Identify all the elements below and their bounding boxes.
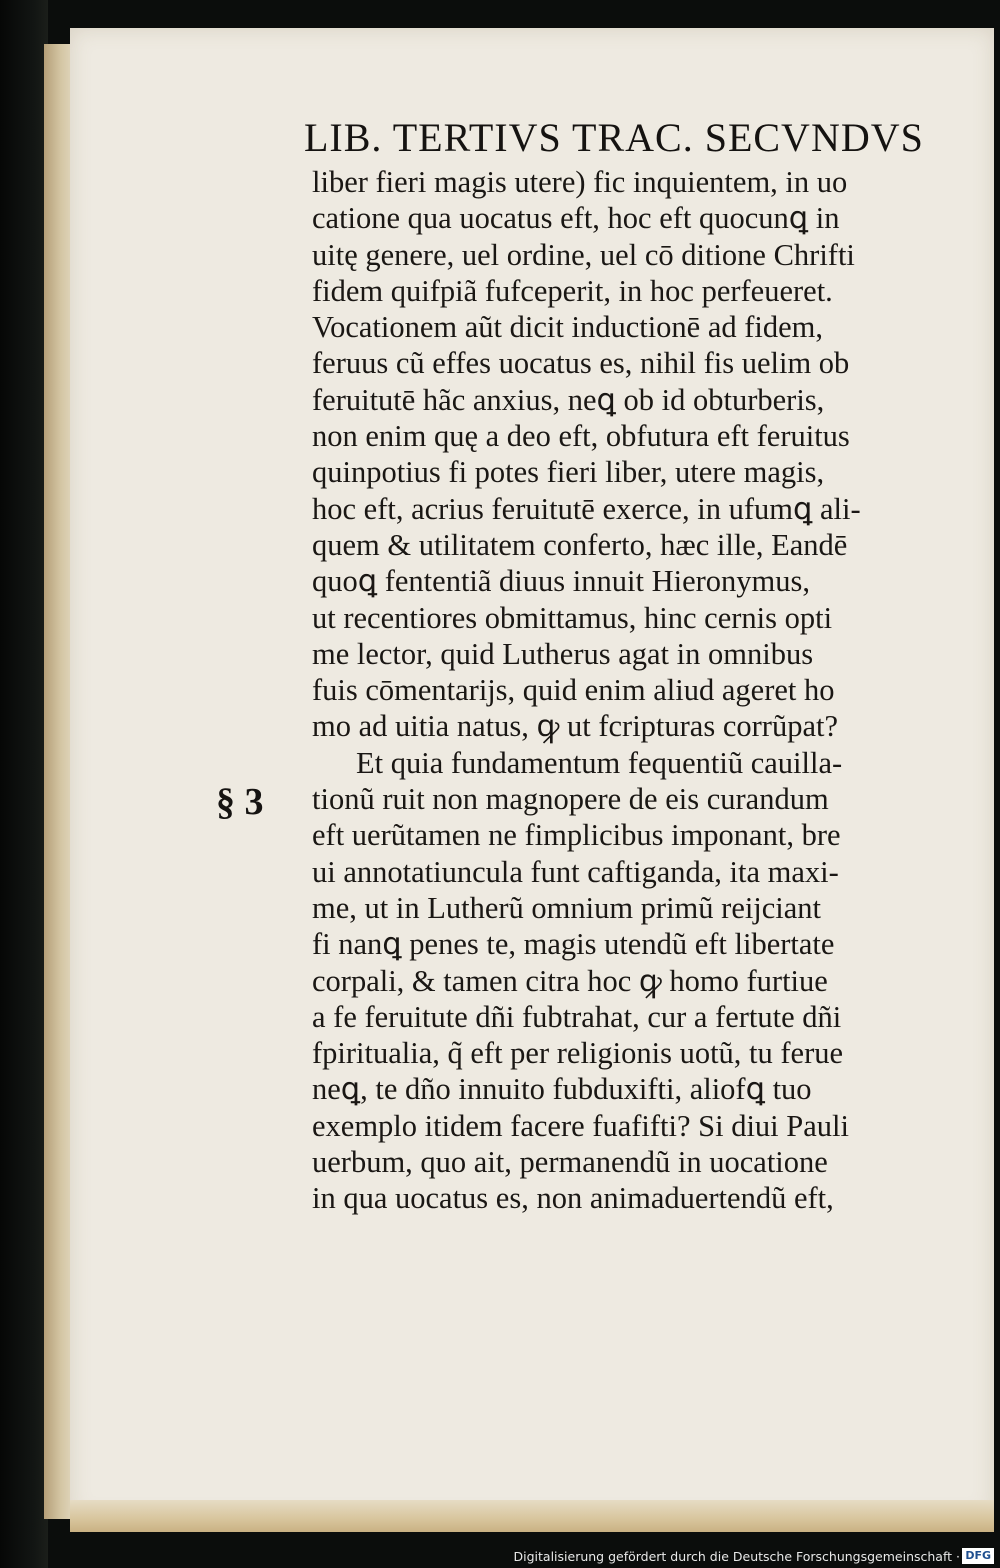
- text-line: neꝗ, te dño innuito fubduxifti, aliofꝗ tuo: [312, 1072, 812, 1107]
- text-line: hoc eft, acrius feruitutē exerce, in ufumꝗ ali-: [312, 491, 861, 526]
- text-line: catione qua uocatus eft, hoc eft quocunꝗ in: [312, 201, 840, 236]
- text-line: eft uerũtamen ne fimplicibus imponant, bre: [312, 818, 841, 853]
- text-line: mo ad uitia natus, ꝙ ut fcripturas corrũpat?: [312, 709, 838, 744]
- funding-credit: Digitalisierung gefördert durch die Deutsche Forschungsgemeinschaft ·: [513, 1549, 960, 1564]
- text-line: Et quia fundamentum fequentiũ cauilla-: [356, 745, 843, 780]
- text-line: ut recentiores obmittamus, hinc cernis opti: [312, 600, 833, 635]
- page-bottom-edge: [70, 1500, 994, 1532]
- text-line: Vocationem aũt dicit inductionē ad fidem,: [312, 310, 824, 345]
- text-line: in qua uocatus es, non animaduertendũ eft,: [312, 1181, 834, 1216]
- text-line: corpali, & tamen citra hoc ꝙ homo furtiue: [312, 963, 828, 998]
- marginal-section-mark: § 3: [216, 781, 264, 823]
- text-line: fidem quifpiã fufceperit, in hoc perfeueret.: [312, 273, 833, 308]
- body-text: [312, 164, 962, 1217]
- text-line: non enim quę a deo eft, obfutura eft feruitus: [312, 419, 850, 454]
- text-line: fuis cōmentarĳs, quid enim aliud ageret ho: [312, 673, 835, 708]
- text-line: tionũ ruit non magnopere de eis curandum: [312, 782, 829, 817]
- text-line: quoꝗ fententiã diuus innuit Hieronymus,: [312, 564, 810, 599]
- text-line: fi nanꝗ penes te, magis utendũ eft libertate: [312, 927, 835, 962]
- text-line: me lector, quid Lutherus agat in omnibus: [312, 636, 814, 671]
- text-line: exemplo itidem facere fuafifti? Si diui Pauli: [312, 1108, 849, 1143]
- text-line: me, ut in Lutherũ omnium primũ reĳciant: [312, 890, 821, 925]
- dfg-logo: DFG: [962, 1548, 994, 1564]
- text-line: quinpotius fi potes fieri liber, utere magis,: [312, 455, 825, 490]
- text-line: fpiritualia, q̃ eft per religionis uotũ, tu ferue: [312, 1036, 844, 1071]
- text-line: uerbum, quo ait, permanendũ in uocatione: [312, 1145, 828, 1180]
- text-line: liber fieri magis utere) fic inquientem, in uo: [312, 165, 848, 199]
- running-head: LIB. TERTIVS TRAC. SECVNDVS: [304, 115, 924, 160]
- text-line: feruus cũ effes uocatus es, nihil fis uelim ob: [312, 346, 850, 381]
- book-spine-shadow: [0, 0, 48, 1568]
- text-line: uitę genere, uel ordine, uel cō ditione Chrifti: [312, 237, 855, 272]
- text-line: ui annotatiuncula funt caftiganda, ita maxi-: [312, 854, 839, 889]
- text-line: feruitutē hãc anxius, neꝗ ob id obturberis,: [312, 382, 825, 417]
- text-line: a fe feruitute dñi fubtrahat, cur a fertute dñi: [312, 999, 842, 1034]
- text-line: quem & utilitatem conferto, hæc ille, Eandē: [312, 527, 848, 562]
